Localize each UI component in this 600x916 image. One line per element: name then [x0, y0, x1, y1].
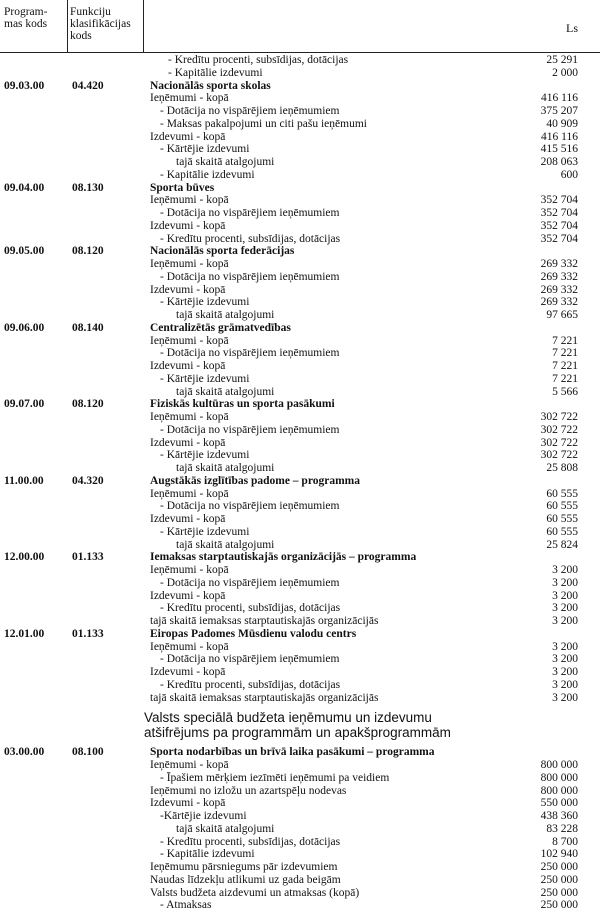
row-label: - Īpašiem mērķiem iezīmēti ieņēmumi pa veidiem	[160, 771, 390, 784]
row-label: - Dotācija no vispārējiem ieņēmumiem	[160, 423, 340, 436]
table-row	[0, 848, 600, 861]
amount-value: 416 116	[541, 130, 578, 143]
row-label: - Kārtējie izdevumi	[160, 525, 250, 538]
row-label: Valsts budžeta aizdevumi un atmaksas (kopā)	[150, 886, 360, 899]
column-divider	[67, 0, 68, 52]
table-row	[0, 797, 600, 810]
row-label: - Kredītu procenti, subsīdijas, dotācijas	[160, 602, 341, 615]
table-row	[0, 810, 600, 823]
amount-value: 25 808	[546, 462, 578, 474]
row-label: Izdevumi - kopā	[150, 513, 226, 525]
row-label: - Kapitālie izdevumi	[168, 66, 263, 79]
row-label: Ieņēmumi - kopā	[150, 92, 229, 105]
function-code: 01.133	[72, 551, 104, 564]
amount-value: 208 063	[540, 156, 578, 168]
amount-value: 302 722	[540, 436, 578, 449]
row-label: Izdevumi - kopā	[150, 360, 226, 372]
row-label: -Kārtējie izdevumi	[160, 810, 247, 822]
row-label: - Maksas pakalpojumi un citi pašu ieņēmumi	[160, 117, 367, 130]
row-label: - Kredītu procenti, subsīdijas, dotācijas	[168, 54, 349, 66]
section-title-line2: atšifrējums pa programmām un apakšprogrammām	[144, 725, 451, 741]
table-row	[0, 360, 600, 373]
program-header-row	[0, 80, 600, 93]
amount-value: 60 555	[546, 525, 578, 538]
table-row	[0, 653, 600, 666]
amount-value: 40 909	[546, 117, 578, 130]
amount-value: 25 291	[546, 54, 578, 66]
function-code: 08.140	[72, 321, 104, 334]
amount-value: 7 221	[552, 372, 578, 385]
row-label: Ieņēmumi - kopā	[150, 334, 229, 347]
table-row	[0, 641, 600, 654]
program-title: Centralizētās grāmatvedības	[150, 321, 291, 334]
amount-value: 3 200	[552, 602, 578, 615]
amount-value: 800 000	[540, 784, 578, 797]
program-code: 03.00.00	[4, 746, 45, 759]
row-label: Naudas līdzekļu atlikumi uz gada beigām	[150, 873, 341, 886]
amount-value: 302 722	[540, 411, 578, 423]
program-code: 12.00.00	[4, 551, 45, 564]
table-row	[0, 194, 600, 207]
row-label: tajā skaitā iemaksas starptautiskajās organizācijās	[150, 691, 379, 704]
table-row	[0, 169, 600, 182]
table-row	[0, 309, 600, 322]
amount-value: 8 700	[552, 835, 578, 848]
function-code: 08.120	[72, 398, 104, 411]
program-code: 09.05.00	[4, 245, 45, 258]
row-label: - Dotācija no vispārējiem ieņēmumiem	[160, 207, 340, 219]
table-row	[0, 679, 600, 692]
program-header-row	[0, 245, 600, 258]
column-header-function-line2: klasifikācijas	[70, 18, 131, 30]
table-row	[0, 233, 600, 246]
amount-value: 3 200	[552, 666, 578, 678]
amount-value: 60 555	[546, 513, 578, 525]
amount-value: 800 000	[540, 771, 578, 784]
row-label: - Kredītu procenti, subsīdijas, dotācijas	[160, 232, 341, 245]
table-row	[0, 271, 600, 284]
table-row	[0, 539, 600, 552]
column-header-program-line2: mas kods	[4, 18, 48, 30]
table-row	[0, 874, 600, 887]
row-label: Izdevumi - kopā	[150, 130, 226, 143]
table-row	[0, 118, 600, 131]
table-row	[0, 462, 600, 475]
row-label: - Dotācija no vispārējiem ieņēmumiem	[160, 105, 340, 117]
row-label: Izdevumi - kopā	[150, 219, 226, 232]
program-header-row	[0, 628, 600, 641]
amount-value: 269 332	[540, 270, 578, 283]
row-label: - Dotācija no vispārējiem ieņēmumiem	[160, 500, 340, 513]
table-row	[0, 759, 600, 772]
amount-value: 3 200	[552, 576, 578, 589]
row-label: tajā skaitā atalgojumi	[176, 538, 275, 551]
table-row	[0, 692, 600, 705]
amount-value: 83 228	[546, 822, 578, 835]
row-label: - Kārtējie izdevumi	[160, 449, 250, 462]
row-label: tajā skaitā atalgojumi	[176, 309, 275, 321]
table-row	[0, 526, 600, 539]
amount-value: 352 704	[540, 207, 578, 219]
program-title: Nacionālās sporta skolas	[150, 79, 271, 92]
row-label: tajā skaitā atalgojumi	[176, 822, 275, 835]
program-title: Nacionālās sporta federācijas	[150, 245, 295, 258]
amount-value: 3 200	[552, 589, 578, 602]
row-label: Ieņēmumi - kopā	[150, 640, 229, 653]
function-code: 04.320	[72, 474, 104, 487]
table-row	[0, 67, 600, 80]
column-header-program-code	[4, 6, 66, 30]
program-header-row	[0, 182, 600, 195]
amount-value: 7 221	[552, 334, 578, 347]
amount-value: 302 722	[540, 423, 578, 436]
program-title: Iemaksas starptautiskajās organizācijās – programma	[150, 551, 417, 564]
table-row	[0, 577, 600, 590]
table-row	[0, 386, 600, 399]
budget-rows-top	[0, 54, 600, 704]
row-label: - Kredītu procenti, subsīdijas, dotācijas	[160, 678, 341, 691]
table-row	[0, 666, 600, 679]
table-row	[0, 590, 600, 603]
row-label: Ieņēmumu pārsniegums pār izdevumiem	[150, 861, 338, 873]
amount-value: 3 200	[552, 640, 578, 653]
row-label: - Kārtējie izdevumi	[160, 372, 250, 385]
function-code: 04.420	[72, 79, 104, 92]
row-label: - Kapitālie izdevumi	[160, 848, 255, 861]
row-label: Izdevumi - kopā	[150, 283, 226, 296]
table-row	[0, 602, 600, 615]
table-row	[0, 156, 600, 169]
table-row	[0, 861, 600, 874]
table-row	[0, 347, 600, 360]
table-row	[0, 615, 600, 628]
amount-value: 352 704	[540, 194, 578, 207]
amount-value: 550 000	[540, 797, 578, 810]
program-code: 09.03.00	[4, 79, 45, 92]
program-code: 09.06.00	[4, 321, 45, 334]
function-code: 08.100	[72, 746, 104, 759]
table-row	[0, 823, 600, 836]
amount-value: 60 555	[546, 487, 578, 500]
amount-value: 269 332	[540, 283, 578, 296]
amount-value: 250 000	[540, 861, 578, 873]
table-row	[0, 207, 600, 220]
row-label: - Dotācija no vispārējiem ieņēmumiem	[160, 653, 340, 666]
table-row	[0, 488, 600, 501]
table-row	[0, 424, 600, 437]
table-row	[0, 220, 600, 233]
function-code: 01.133	[72, 627, 104, 640]
amount-value: 269 332	[540, 296, 578, 309]
row-label: - Dotācija no vispārējiem ieņēmumiem	[160, 347, 340, 360]
row-label: Ieņēmumi - kopā	[150, 258, 229, 270]
table-row	[0, 411, 600, 424]
program-header-row	[0, 322, 600, 335]
program-code: 12.01.00	[4, 627, 45, 640]
amount-value: 7 221	[552, 347, 578, 360]
program-title: Fiziskās kultūras un sporta pasākumi	[150, 398, 335, 411]
program-header-row	[0, 746, 600, 759]
row-label: Ieņēmumi - kopā	[150, 759, 229, 771]
table-row	[0, 143, 600, 156]
row-label: tajā skaitā atalgojumi	[176, 462, 275, 474]
amount-value: 2 000	[552, 66, 578, 79]
row-label: - Kārtējie izdevumi	[160, 296, 250, 309]
program-title: Sporta nodarbības un brīvā laika pasākumi – programma	[150, 746, 435, 759]
amount-value: 250 000	[540, 899, 578, 912]
program-code: 11.00.00	[4, 474, 44, 487]
row-label: - Dotācija no vispārējiem ieņēmumiem	[160, 270, 340, 283]
program-code: 09.07.00	[4, 398, 45, 411]
program-header-row	[0, 475, 600, 488]
row-label: Ieņēmumi no izložu un azartspēļu nodevas	[150, 784, 347, 797]
program-title: Sporta būves	[150, 181, 215, 194]
table-row	[0, 335, 600, 348]
row-label: - Atmaksas	[160, 899, 212, 912]
program-header-row	[0, 551, 600, 564]
table-row	[0, 54, 600, 67]
amount-value: 3 200	[552, 653, 578, 666]
amount-value: 102 940	[540, 848, 578, 861]
function-code: 08.120	[72, 245, 104, 258]
row-label: Ieņēmumi - kopā	[150, 564, 229, 576]
row-label: - Kārtējie izdevumi	[160, 143, 250, 156]
table-row	[0, 284, 600, 297]
table-row	[0, 296, 600, 309]
table-row	[0, 105, 600, 118]
function-code: 08.130	[72, 181, 104, 194]
table-row	[0, 500, 600, 513]
amount-value: 97 665	[546, 309, 578, 321]
row-label: Izdevumi - kopā	[150, 797, 226, 810]
table-row	[0, 513, 600, 526]
table-row	[0, 373, 600, 386]
amount-value: 7 221	[552, 360, 578, 372]
budget-table-body	[0, 54, 600, 912]
table-row	[0, 836, 600, 849]
amount-value: 800 000	[540, 759, 578, 771]
program-title: Eiropas Padomes Mūsdienu valodu centrs	[150, 627, 357, 640]
table-row	[0, 564, 600, 577]
column-header-function-line3: kods	[70, 30, 92, 42]
row-label: tajā skaitā atalgojumi	[176, 156, 275, 168]
table-row	[0, 899, 600, 912]
table-row	[0, 258, 600, 271]
amount-value: 438 360	[540, 810, 578, 822]
row-label: - Dotācija no vispārējiem ieņēmumiem	[160, 576, 340, 589]
table-row	[0, 785, 600, 798]
amount-value: 3 200	[552, 678, 578, 691]
row-label: Ieņēmumi - kopā	[150, 411, 229, 423]
table-row	[0, 437, 600, 450]
row-label: Ieņēmumi - kopā	[150, 194, 229, 207]
row-label: tajā skaitā iemaksas starptautiskajās organizācijās	[150, 615, 379, 627]
table-header	[0, 0, 600, 53]
program-code: 09.04.00	[4, 181, 45, 194]
special-budget-section-title	[0, 704, 600, 746]
row-label: Izdevumi - kopā	[150, 436, 226, 449]
amount-value: 25 824	[546, 538, 578, 551]
amount-value: 250 000	[540, 886, 578, 899]
row-label: tajā skaitā atalgojumi	[176, 385, 275, 398]
amount-value: 3 200	[552, 691, 578, 704]
row-label: - Kapitālie izdevumi	[160, 168, 255, 181]
amount-value: 302 722	[540, 449, 578, 462]
program-title: Augstākās izglītības padome – programma	[150, 474, 360, 487]
table-row	[0, 92, 600, 105]
amount-value: 3 200	[552, 615, 578, 627]
table-row	[0, 131, 600, 144]
amount-value: 60 555	[546, 500, 578, 513]
amount-value: 416 116	[541, 92, 578, 105]
column-header-program-line1: Program-	[4, 6, 48, 18]
column-header-function-line1: Funkciju	[70, 6, 111, 18]
column-header-function-code	[70, 6, 144, 42]
row-label: Ieņēmumi - kopā	[150, 487, 229, 500]
amount-value: 352 704	[540, 232, 578, 245]
amount-value: 250 000	[540, 873, 578, 886]
amount-value: 5 566	[552, 385, 578, 398]
row-label: Izdevumi - kopā	[150, 666, 226, 678]
budget-rows-bottom	[0, 746, 600, 912]
table-row	[0, 449, 600, 462]
amount-value: 600	[560, 168, 578, 181]
row-label: Izdevumi - kopā	[150, 589, 226, 602]
amount-value: 269 332	[540, 258, 578, 270]
table-row	[0, 887, 600, 900]
row-label: - Kredītu procenti, subsīdijas, dotācijas	[160, 835, 341, 848]
amount-value: 352 704	[540, 219, 578, 232]
amount-value: 375 207	[540, 105, 578, 117]
column-divider	[143, 0, 144, 52]
column-header-currency: Ls	[566, 21, 578, 35]
amount-value: 3 200	[552, 564, 578, 576]
section-title-line1: Valsts speciālā budžeta ieņēmumu un izdevumu	[144, 710, 432, 726]
program-header-row	[0, 398, 600, 411]
amount-value: 415 516	[540, 143, 578, 156]
table-row	[0, 772, 600, 785]
